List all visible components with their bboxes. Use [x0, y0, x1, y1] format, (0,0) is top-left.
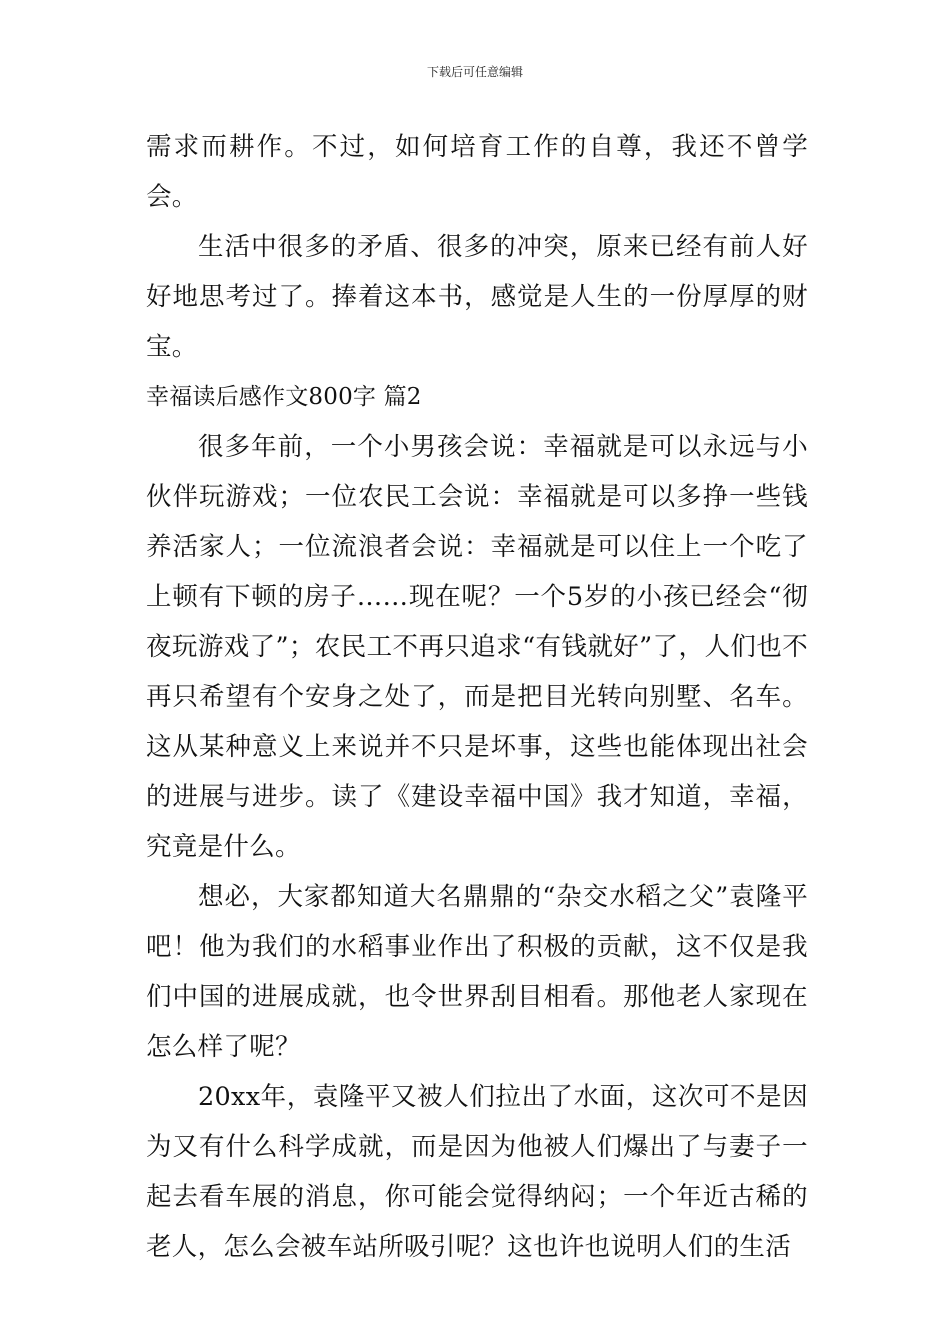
page-header: 下载后可任意编辑: [426, 65, 523, 79]
section-heading: 幸福读后感作文800字 篇2: [146, 384, 422, 410]
paragraph: 想必，大家都知道大名鼎鼎的“杂交水稻之父”袁隆平吧！他为我们的水稻事业作出了积极的贡献，这不仅是我们中国的进展成就，也令世界刮目相看。那他老人家现在怎么样了呢？: [146, 882, 808, 1062]
paragraph: 很多年前，一个小男孩会说：幸福就是可以永远与小伙伴玩游戏；一位农民工会说：幸福就是可以多挣一些钱养活家人；一位流浪者会说：幸福就是可以住上一个吃了上顿有下顿的房子……现在呢？一个5岁的小孩已经会“彻夜玩游戏了”；农民工不再只追求“有钱就好”了，人们也不再只希望有个安身之处了，而是把目光转向别墅、名车。这从某种意义上来说并不只是坏事，这些也能体现出社会的进展与进步。读了《建设幸福中国》我才知道，幸福，究竟是什么。: [146, 432, 808, 862]
paragraph-continuation: 需求而耕作。不过，如何培育工作的自尊，我还不曾学会。: [146, 132, 808, 212]
paragraph: 20xx年，袁隆平又被人们拉出了水面，这次可不是因为又有什么科学成就，而是因为他被人们爆出了与妻子一起去看车展的消息，你可能会觉得纳闷；一个年近古稀的老人，怎么会被车站所吸引呢？这也许也说明人们的生活: [146, 1082, 808, 1262]
document-body: [146, 122, 808, 1272]
paragraph: 生活中很多的矛盾、很多的冲突，原来已经有前人好好地思考过了。捧着这本书，感觉是人生的一份厚厚的财宝。: [146, 232, 808, 362]
